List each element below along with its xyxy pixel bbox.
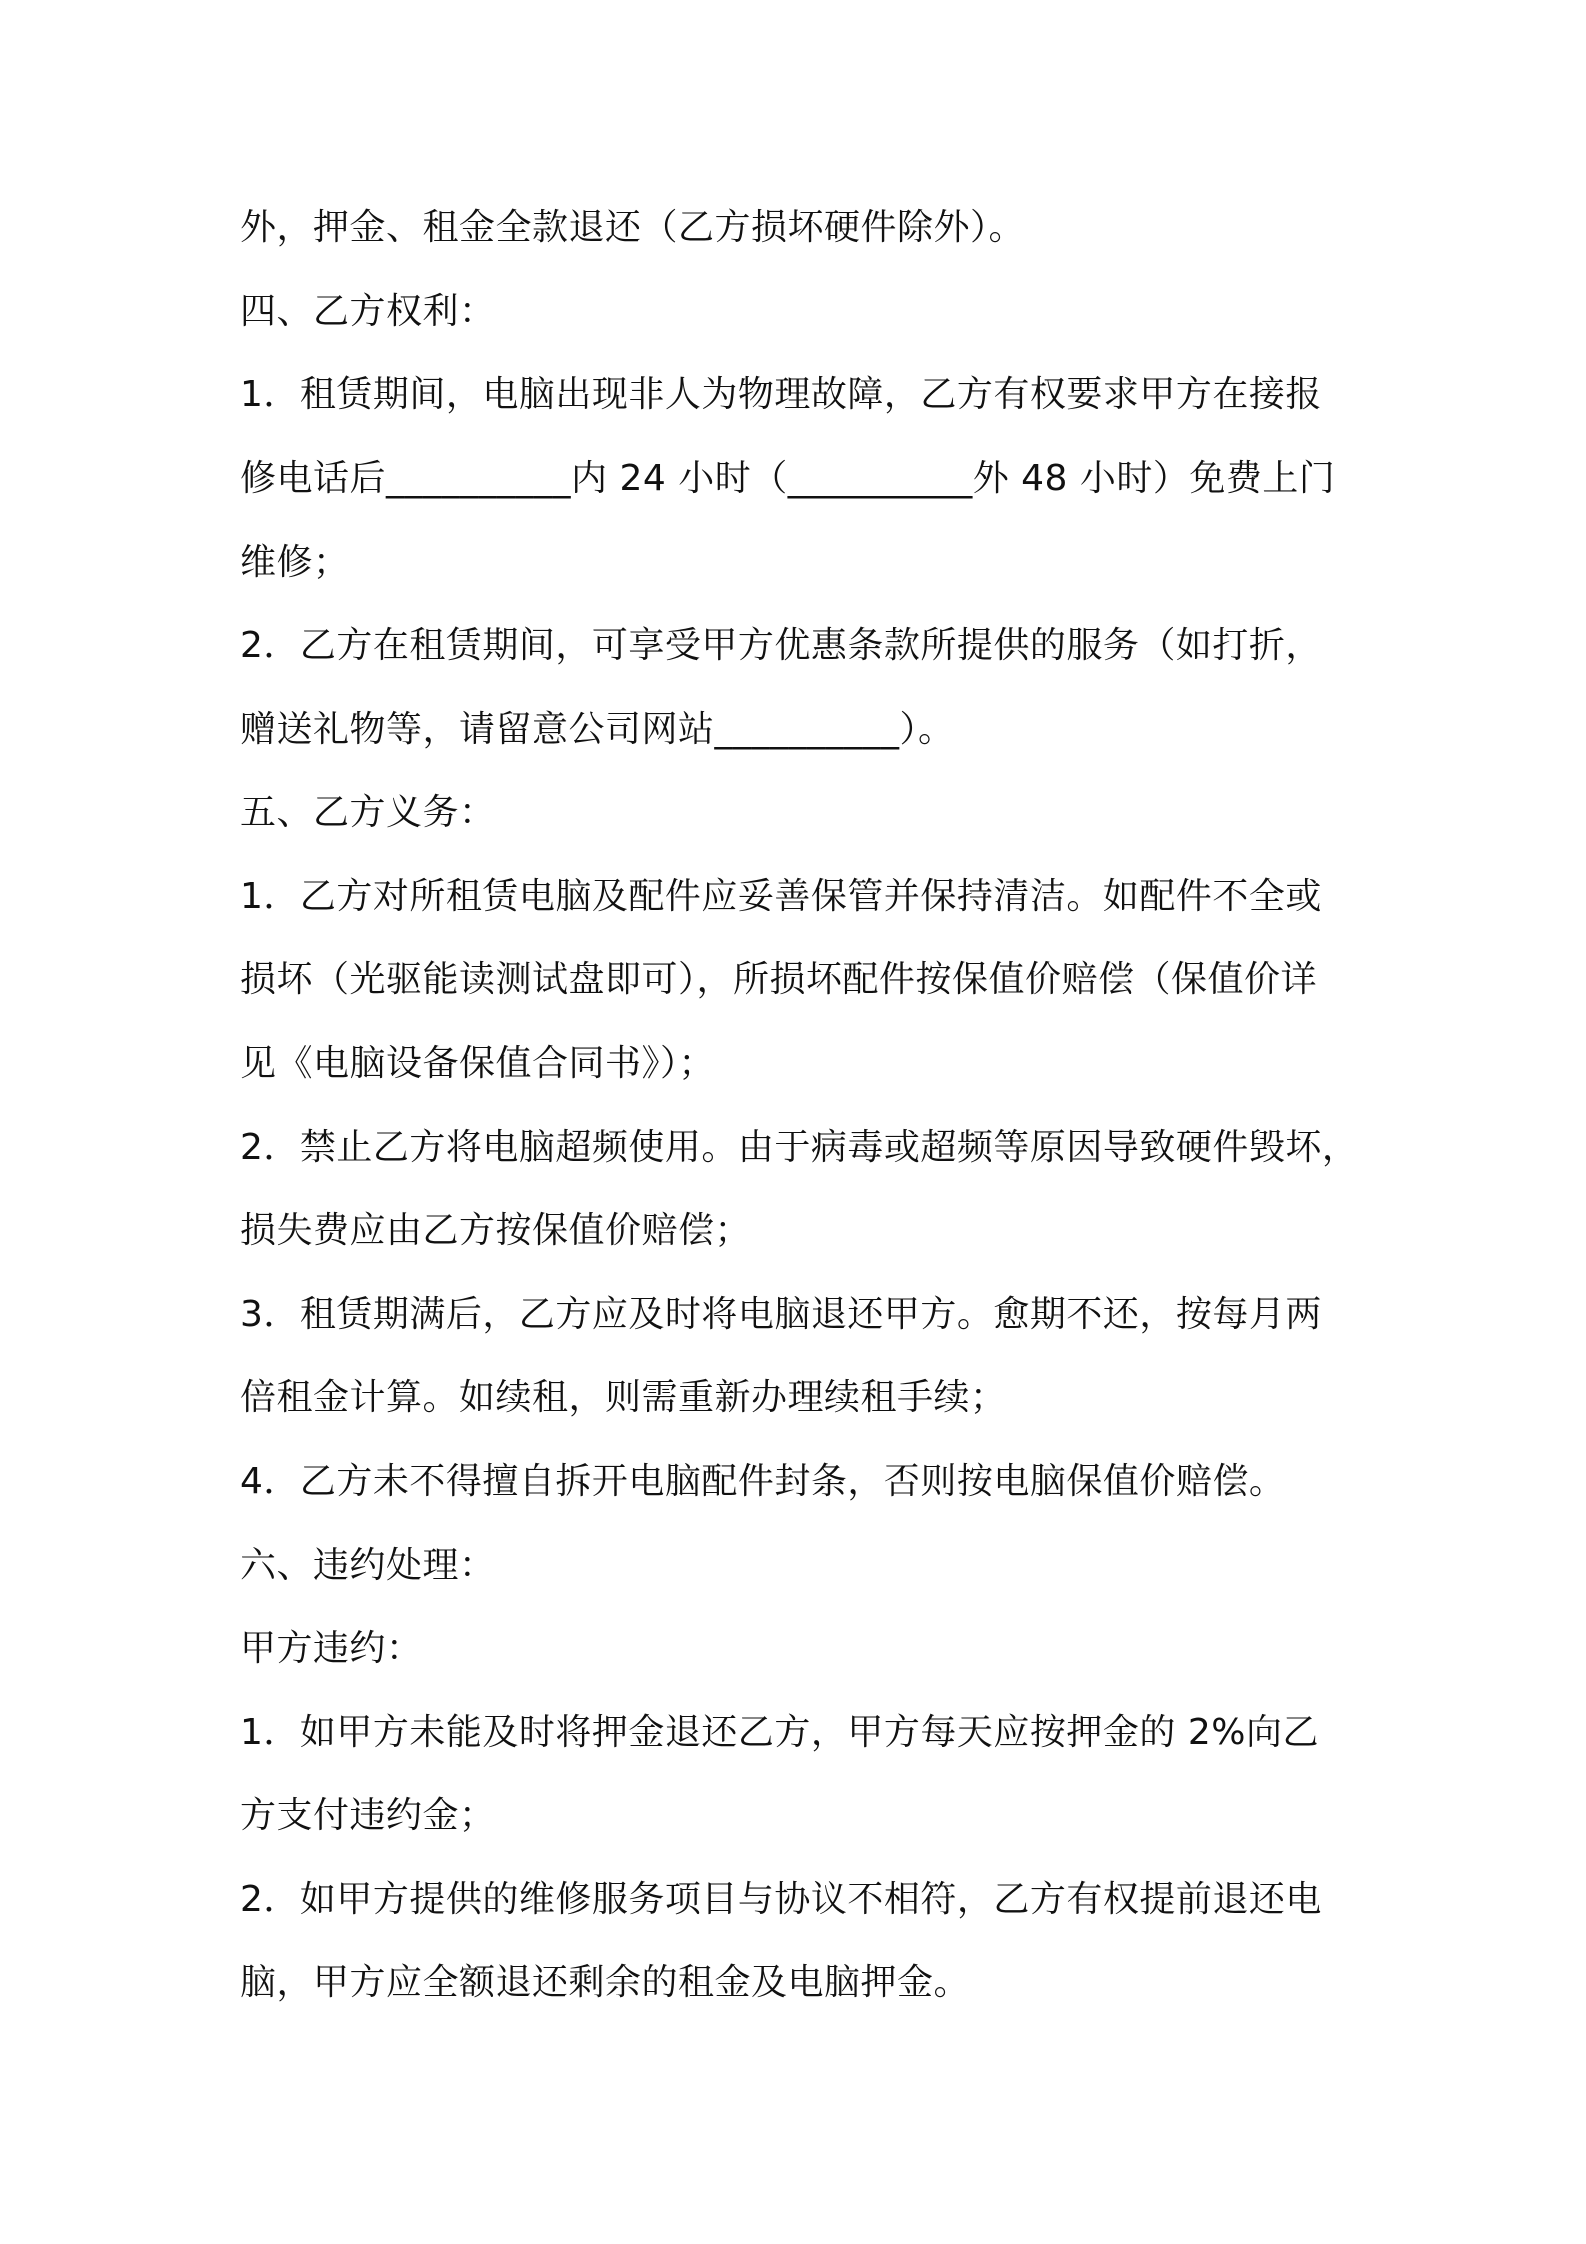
section-heading: 六、违约处理：	[240, 1545, 496, 1586]
text-line: 损失费应由乙方按保值价赔偿；	[240, 1210, 752, 1251]
text-line: 4．乙方未不得擅自拆开电脑配件封条，否则按电脑保值价赔偿。	[240, 1461, 1286, 1502]
text-line: 外，押金、租金全款退还（乙方损坏硬件除外）。	[240, 207, 1026, 248]
text-line: 1．如甲方未能及时将押金退还乙方，甲方每天应按押金的 2%向乙	[240, 1712, 1319, 1753]
subsection-heading: 甲方违约：	[240, 1628, 423, 1669]
section-heading: 五、乙方义务：	[240, 792, 496, 833]
text-line: 赠送礼物等，请留意公司网站__________）。	[240, 709, 955, 750]
text-line: 2．禁止乙方将电脑超频使用。由于病毒或超频等原因导致硬件毁坏，	[240, 1127, 1359, 1168]
text-line: 见《电脑设备保值合同书》）；	[240, 1043, 716, 1084]
text-line: 1．租赁期间，电脑出现非人为物理故障，乙方有权要求甲方在接报	[240, 374, 1322, 415]
text-line: 方支付违约金；	[240, 1795, 496, 1836]
text-line: 1．乙方对所租赁电脑及配件应妥善保管并保持清洁。如配件不全或	[240, 876, 1322, 917]
text-line: 脑，甲方应全额退还剩余的租金及电脑押金。	[240, 1962, 971, 2003]
text-line: 修电话后__________内 24 小时（__________外 48 小时）免费上门	[240, 458, 1336, 499]
text-line: 2．乙方在租赁期间，可享受甲方优惠条款所提供的服务（如打折，	[240, 625, 1322, 666]
text-line: 3．租赁期满后，乙方应及时将电脑退还甲方。愈期不还，按每月两	[240, 1294, 1322, 1335]
text-line: 倍租金计算。如续租，则需重新办理续租手续；	[240, 1377, 1007, 1418]
text-line: 维修；	[240, 542, 350, 583]
text-line: 2．如甲方提供的维修服务项目与协议不相符，乙方有权提前退还电	[240, 1879, 1322, 1920]
section-heading: 四、乙方权利：	[240, 291, 496, 332]
text-line: 损坏（光驱能读测试盘即可），所损坏配件按保值价赔偿（保值价详	[240, 959, 1318, 1000]
